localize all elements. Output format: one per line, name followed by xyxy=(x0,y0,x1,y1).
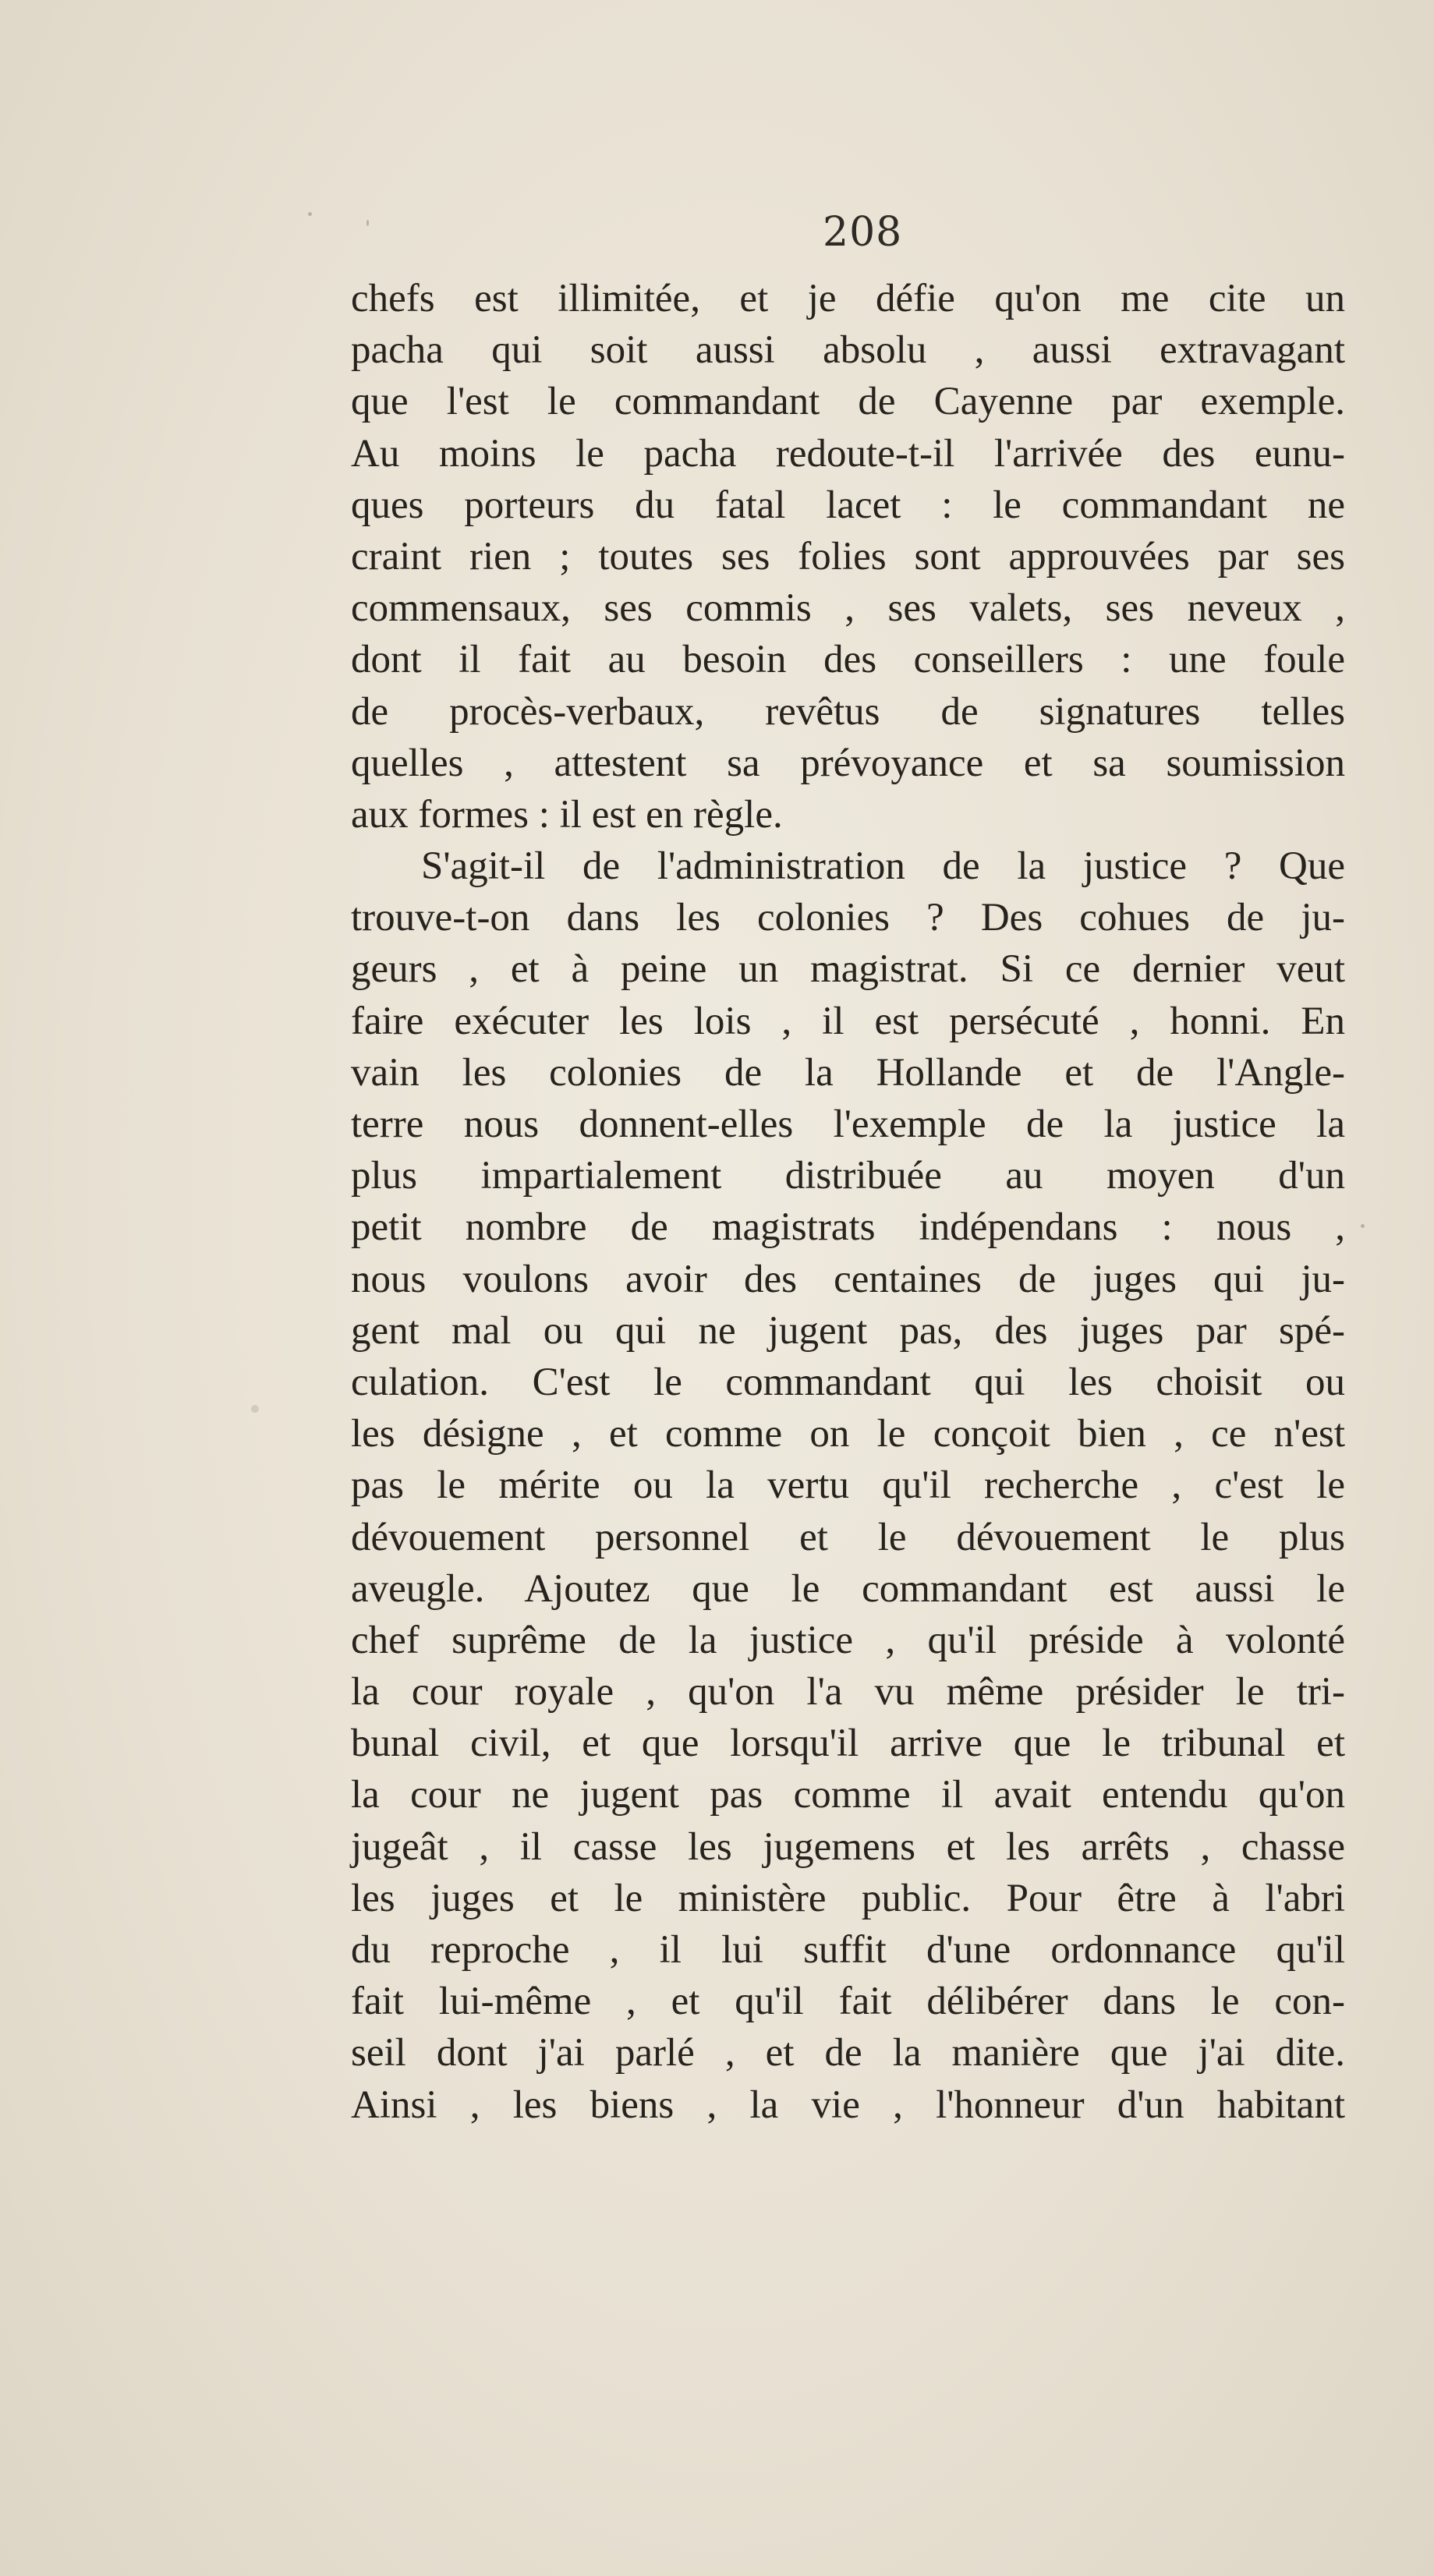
text-line: les juges et le ministère public. Pour être à l'abri xyxy=(351,1876,1345,1920)
text-line: les désigne , et comme on le conçoit bien , ce n'est xyxy=(351,1412,1345,1456)
text-line: bunal civil, et que lorsqu'il arrive que le tribunal et xyxy=(351,1721,1345,1766)
text-line: aveugle. Ajoutez que le commandant est aussi le xyxy=(351,1566,1345,1611)
paper-speck xyxy=(251,1405,259,1413)
text-line: craint rien ; toutes ses folies sont approuvées par ses xyxy=(351,534,1345,579)
text-line: terre nous donnent-elles l'exemple de la justice la xyxy=(351,1102,1345,1146)
body-text xyxy=(351,273,1345,2131)
paper-speck xyxy=(366,220,369,226)
text-line: pas le mérite ou la vertu qu'il recherche , c'est le xyxy=(351,1463,1345,1508)
text-line: fait lui-même , et qu'il fait délibérer dans le con- xyxy=(351,1980,1345,2024)
text-line: que l'est le commandant de Cayenne par exemple. xyxy=(351,380,1345,424)
text-line: dévouement personnel et le dévouement le plus xyxy=(351,1515,1345,1559)
text-line: la cour ne jugent pas comme il avait entendu qu'on xyxy=(351,1773,1345,1817)
text-line: Ainsi , les biens , la vie , l'honneur d'un habitant xyxy=(351,2082,1345,2127)
text-line: plus impartialement distribuée au moyen d'un xyxy=(351,1154,1345,1198)
text-line: gent mal ou qui ne jugent pas, des juges par spé- xyxy=(351,1308,1345,1353)
text-line: culation. C'est le commandant qui les choisit ou xyxy=(351,1360,1345,1404)
page-number: 208 xyxy=(823,209,903,256)
text-line: quelles , attestent sa prévoyance et sa soumission xyxy=(351,741,1345,785)
text-line: aux formes : il est en règle. xyxy=(351,792,783,837)
paper-speck xyxy=(308,212,312,216)
paper-speck xyxy=(1361,1224,1365,1228)
text-line: pacha qui soit aussi absolu , aussi extravagant xyxy=(351,328,1345,373)
text-line: chefs est illimitée, et je défie qu'on me cite un xyxy=(351,277,1345,320)
text-line: de procès-verbaux, revêtus de signatures telles xyxy=(351,689,1345,734)
text-line: commensaux, ses commis , ses valets, ses neveux , xyxy=(351,586,1345,631)
text-line: seil dont j'ai parlé , et de la manière que j'ai dite. xyxy=(351,2031,1345,2075)
text-line: geurs , et à peine un magistrat. Si ce dernier veut xyxy=(351,947,1345,992)
text-line: trouve-t-on dans les colonies ? Des cohues de ju- xyxy=(351,896,1345,940)
text-line: S'agit-il de l'administration de la justice ? Que xyxy=(421,844,1345,889)
text-line: nous voulons avoir des centaines de juges qui ju- xyxy=(351,1257,1345,1301)
text-line: la cour royale , qu'on l'a vu même présider le tri- xyxy=(351,1670,1345,1714)
text-line: du reproche , il lui suffit d'une ordonnance qu'il xyxy=(351,1928,1345,1972)
text-line: ques porteurs du fatal lacet : le commandant ne xyxy=(351,483,1345,527)
text-line: faire exécuter les lois , il est persécuté , honni. En xyxy=(351,999,1345,1043)
text-line: jugeât , il casse les jugemens et les arrêts , chasse xyxy=(351,1824,1345,1869)
text-line: petit nombre de magistrats indépendans : nous , xyxy=(351,1205,1345,1250)
text-line: chef suprême de la justice , qu'il préside à volonté xyxy=(351,1618,1345,1662)
text-line: vain les colonies de la Hollande et de l'Angle- xyxy=(351,1050,1345,1095)
text-line: dont il fait au besoin des conseillers : une foule xyxy=(351,638,1345,682)
text-line: Au moins le pacha redoute-t-il l'arrivée des eunu- xyxy=(351,431,1345,476)
